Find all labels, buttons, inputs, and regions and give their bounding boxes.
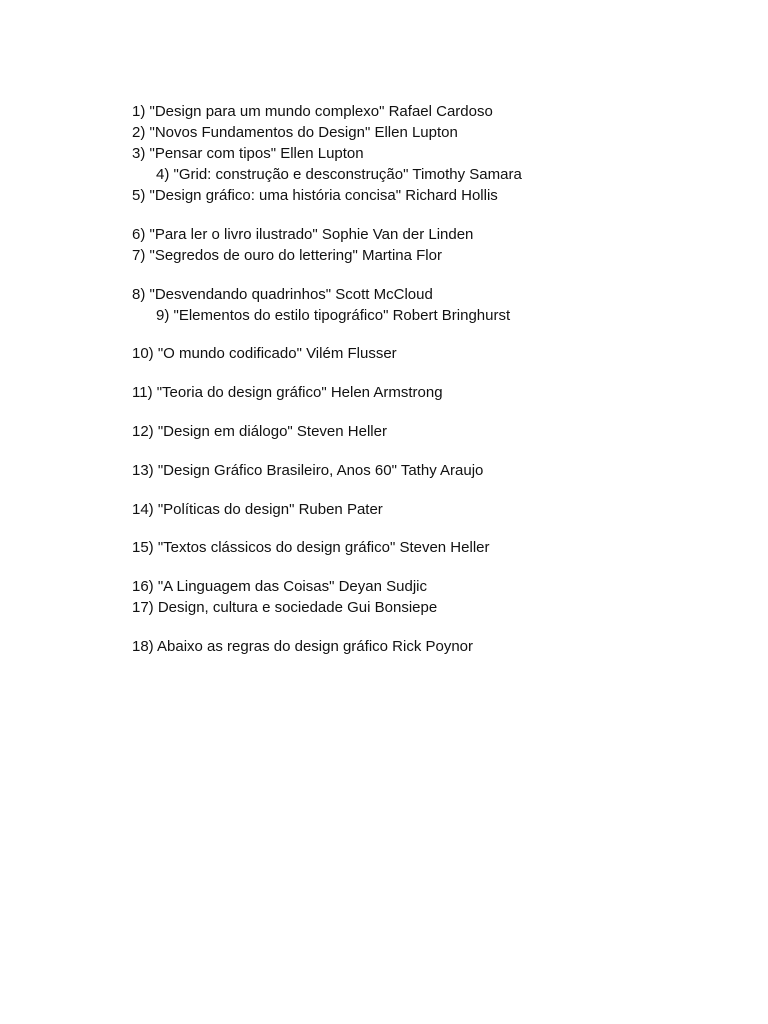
list-item: 16) "A Linguagem das Coisas" Deyan Sudjic bbox=[132, 578, 427, 595]
list-item: 1) "Design para um mundo complexo" Rafael Cardoso bbox=[132, 103, 493, 120]
list-item: 12) "Design em diálogo" Steven Heller bbox=[132, 423, 387, 440]
list-item: 13) "Design Gráfico Brasileiro, Anos 60" Tathy Araujo bbox=[132, 462, 484, 479]
list-item: 18) Abaixo as regras do design gráfico Rick Poynor bbox=[132, 638, 474, 655]
list-item: 8) "Desvendando quadrinhos" Scott McCloud bbox=[132, 286, 433, 303]
list-item: 7) "Segredos de ouro do lettering" Martina Flor bbox=[132, 247, 442, 264]
list-item: 9) "Elementos do estilo tipográfico" Robert Bringhurst bbox=[156, 307, 511, 324]
list-item: 10) "O mundo codificado" Vilém Flusser bbox=[132, 345, 397, 362]
list-item: 17) Design, cultura e sociedade Gui Bonsiepe bbox=[132, 599, 438, 616]
list-item: 6) "Para ler o livro ilustrado" Sophie Van der Linden bbox=[132, 226, 474, 243]
list-item: 4) "Grid: construção e desconstrução" Timothy Samara bbox=[156, 166, 522, 183]
list-item: 2) "Novos Fundamentos do Design" Ellen Lupton bbox=[132, 124, 458, 141]
list-item: 11) "Teoria do design gráfico" Helen Armstrong bbox=[132, 384, 443, 401]
list-item: 5) "Design gráfico: uma história concisa" Richard Hollis bbox=[132, 187, 498, 204]
list-item: 3) "Pensar com tipos" Ellen Lupton bbox=[132, 145, 364, 162]
list-item: 15) "Textos clássicos do design gráfico" Steven Heller bbox=[132, 539, 490, 556]
list-item: 14) "Políticas do design" Ruben Pater bbox=[132, 501, 383, 518]
